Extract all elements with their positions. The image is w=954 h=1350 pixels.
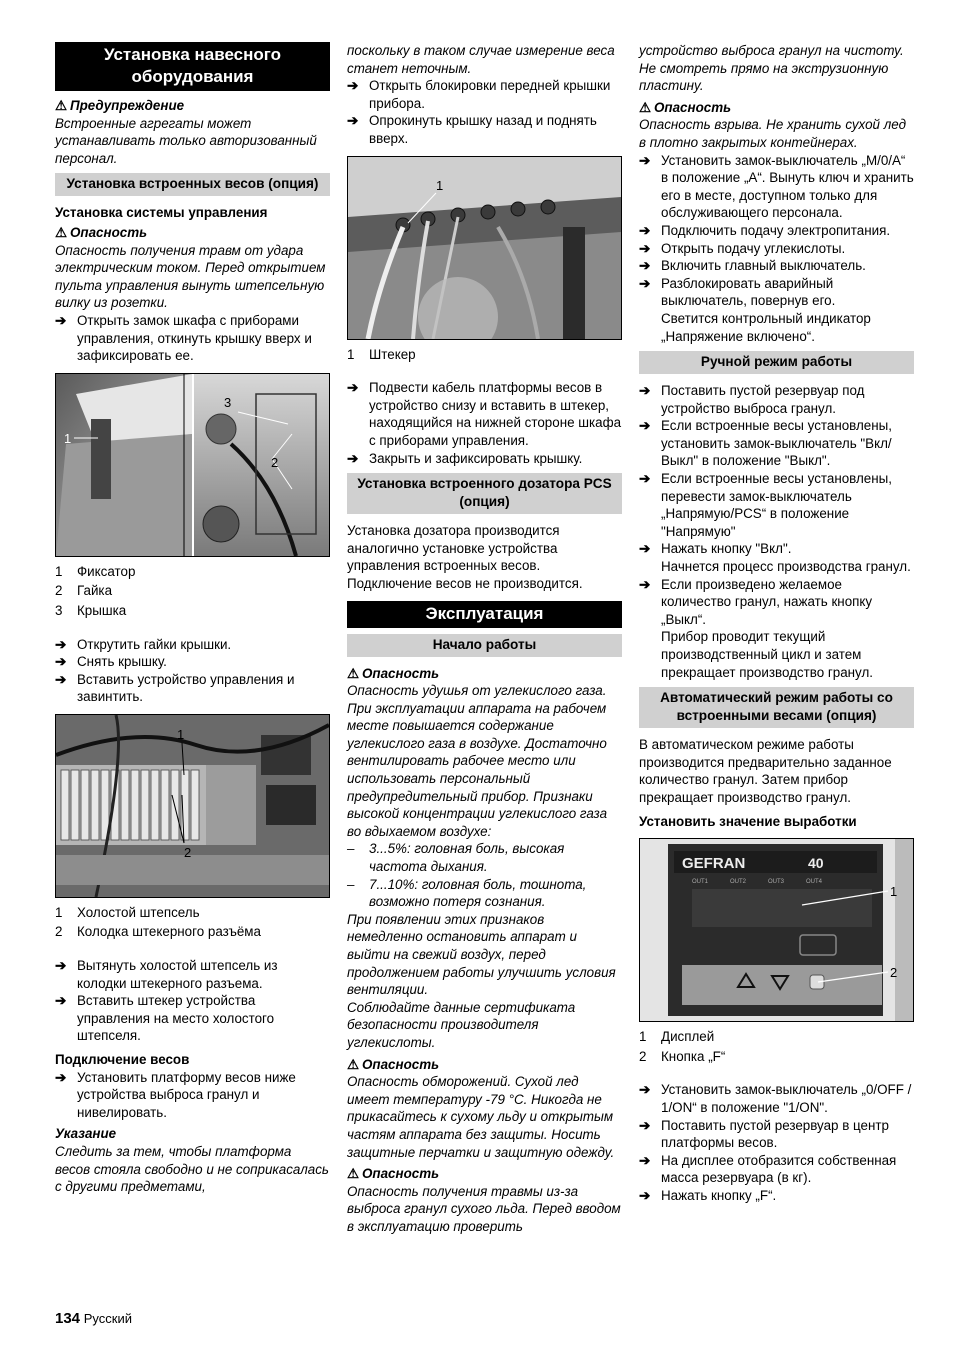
figure-terminal-block [55,714,330,898]
legend-row: 1 Штекер [347,346,416,362]
arrow-icon: ➔ [55,993,67,1009]
step-item: ➔ Установить замок-выключатель „M/0/A“ в положение „A“. Вынуть ключ и хранить его в месте, доступном только для обслуживающего персонала. [639,152,914,221]
arrow-icon: ➔ [347,380,359,396]
column-left [55,42,330,1196]
step-item: ➔ Открыть замок шкафа с приборами управления, откинуть крышку вверх и зафиксировать ее. [55,312,312,364]
figure-controller [639,838,914,1022]
danger-text: Опасность обморожений. Сухой лед имеет температуру -79 °С. Никогда не прикасайтесь к сухому льду и открытым частям аппарата без защиты. Носить защитные перчатки и защитную одежду. [347,1074,615,1160]
warning-icon: ⚠ [639,99,652,115]
legend-row: 1 Холостой штепсель [55,904,200,920]
legend-row: 1 Дисплей [639,1029,715,1045]
callout-1: 1 [64,430,72,446]
led-label: OUT3 [768,879,785,886]
step-item: ➔ Установить замок-выключатель „0/OFF / 1/ON“ в положение "1/ON". [639,1082,912,1115]
figure-legend [55,563,330,620]
pcs-text: Установка дозатора производится аналогично установке устройства управления встроенных весов. Подключение весов не производится. [347,523,583,591]
warning-icon: ⚠ [55,224,68,240]
callout-1: 1 [890,884,898,900]
figure-cabinet-lid [55,373,330,557]
step-item: ➔ Если произведено желаемое количество гранул, нажать кнопку „Выкл“. [639,576,873,627]
section-pcs: Установка встроенного дозатора PCS (опция) [347,473,622,514]
led-label: OUT2 [730,879,747,886]
legend-row: 2 Гайка [55,583,113,599]
step-item: ➔ Открутить гайки крышки. [55,636,232,652]
display-window [692,889,872,927]
section-title-operation: Эксплуатация [347,601,622,628]
arrow-icon: ➔ [347,78,359,94]
step-result: Прибор проводит текущий производственный цикл и затем прекращает производство гранул. [661,629,873,680]
page-footer [55,1310,132,1328]
continued-text: поскольку в таком случае измерение веса станет неточным. [347,43,615,76]
warning-icon: ⚠ [347,665,360,681]
step-item: ➔ Разблокировать аварийный выключатель, повернув его. [639,275,836,309]
arrow-icon: ➔ [639,275,651,291]
callout-2: 2 [184,844,192,860]
step-item: ➔ Вставить устройство управления и завинтить. [55,671,295,705]
step-item: ➔ Открыть подачу углекислоты. [639,240,846,256]
legend-row: 1 Фиксатор [55,563,136,579]
step-item: ➔ Подвести кабель платформы весов в устройство снизу и вставить в штекер, находящийся на нижней стороне шкафа с приборами управления. [347,380,622,448]
legend-row: 2 Колодка штекерного разъёма [55,924,261,940]
callout-1: 1 [436,177,444,193]
callout-2: 2 [271,454,279,470]
warning-text: Встроенные агрегаты может устанавливать только авторизованный персонал. [55,115,317,166]
page-number: 134 [55,1310,81,1327]
step-item: ➔ Поставить пустой резервуар под устройство выброса гранул. [639,383,865,416]
column-middle [347,42,622,1236]
danger-heading: ⚠ Опасность [639,99,732,115]
section-title-attachments: Установка навесного оборудования [55,42,330,91]
danger-text: Опасность удушья от углекислого газа. При эксплуатации аппарата на рабочем месте повышается содержание углекислого газа в воздухе. Достаточно вентилировать рабочее место или использовать персональный предупредительный прибор. Признаки высокой концентрации углекислого газа во вдыхаемом воздухе: [347,683,608,839]
arrow-icon: ➔ [639,1152,651,1168]
step-item: ➔ Поставить пустой резервуар в центр платформы весов. [639,1117,889,1151]
step-item: ➔ Включить главный выключатель. [639,258,866,274]
auto-text: В автоматическом режиме работы производится предварительно заданное количество гранул. Затем прибор прекращает производство гранул. [639,737,892,805]
step-item: ➔ Открыть блокировки передней крышки прибора. [347,78,611,111]
step-item: ➔ На дисплее отобразится собственная масса резервуара (в кг). [639,1152,897,1186]
arrow-icon: ➔ [639,541,651,557]
subheading-control: Установка системы управления [55,205,268,221]
step-result: Светится контрольный индикатор „Напряжение включено“. [661,310,871,344]
arrow-icon: ➔ [347,450,359,466]
device-brand: GEFRAN [682,855,746,873]
section-manual: Ручной режим работы [639,351,914,374]
danger-text: Опасность получения травм от удара электрическим током. Перед открытием пульта управления вынуть штепсельную вилку из розетки. [55,242,326,311]
step-result: Начнется процесс производства гранул. [661,559,911,575]
arrow-icon: ➔ [639,1187,651,1203]
callout-3: 3 [224,394,232,410]
step-item: ➔ Если встроенные весы установлены, перевести замок-выключатель „Напрямую/PCS“ в положение "Напрямую" [639,471,892,539]
led-label: OUT1 [692,879,709,886]
arrow-icon: ➔ [639,1117,651,1133]
arrow-icon: ➔ [639,383,651,399]
danger-heading: ⚠ Опасность [347,1056,440,1072]
section-auto: Автоматический режим работы со встроенными весами (опция) [639,687,914,728]
step-item: ➔ Вставить штекер устройства управления на место холостого штепселя. [55,993,275,1044]
figure-legend [347,346,622,364]
arrow-icon: ➔ [639,240,651,256]
led-label: OUT4 [806,879,823,886]
step-item: ➔ Снять крышку. [55,654,167,670]
section-scales: Установка встроенных весов (опция) [55,173,330,196]
callout-2: 2 [890,965,898,981]
arrow-icon: ➔ [347,113,359,129]
figure-legend [639,1028,914,1065]
continued-text: устройство выброса гранул на чистоту. Не смотреть прямо на экструзионную пластину. [639,43,904,94]
figure-legend [55,904,330,941]
dash-item: – 3...5%: головная боль, высокая частота дыхания. [347,841,565,875]
column-right [639,42,914,1205]
subheading-set-output: Установить значение выработки [639,813,857,829]
danger-text: Опасность получения травмы из-за выброса гранул сухого льда. Перед вводом в эксплуатацию проверить [347,1183,621,1234]
arrow-icon: ➔ [55,1069,67,1085]
warning-icon: ⚠ [55,98,68,113]
step-item: ➔ Закрыть и зафиксировать крышку. [347,450,583,466]
step-item: ➔ Подключить подачу электропитания. [639,222,891,238]
legend-row: 3 Крышка [55,602,127,618]
legend-row: 2 Кнопка „F“ [639,1048,726,1064]
note-text: Следить за тем, чтобы платформа весов стояла свободно и не соприкасалась с другими предметами, [55,1144,329,1195]
figure-plug [347,156,622,340]
arrow-icon: ➔ [639,258,651,274]
danger-text: При появлении этих признаков немедленно остановить аппарат и выйти на свежий воздух, перед продолжением работы улучшить условия вентиляции. [347,911,616,998]
warning-icon: ⚠ [347,1166,360,1182]
subheading-connect: Подключение весов [55,1052,190,1068]
warning-icon: ⚠ [347,1056,360,1072]
arrow-icon: ➔ [55,671,67,687]
step-item: ➔ Нажать кнопку "Вкл". [639,541,792,557]
arrow-icon: ➔ [55,654,67,670]
callout-1: 1 [177,726,185,742]
warning-heading: ⚠ Предупреждение [55,98,185,113]
danger-text: Соблюдайте данные сертификата безопасности производителя углекислоты. [347,999,576,1050]
arrow-icon: ➔ [639,418,651,434]
arrow-icon: ➔ [55,636,67,652]
arrow-icon: ➔ [639,152,651,168]
arrow-icon: ➔ [639,576,651,592]
step-item: ➔ Вытянуть холостой штепсель из колодки штекерного разъема. [55,958,278,991]
arrow-icon: ➔ [639,471,651,487]
dash-item: – 7...10%: головная боль, тошнота, возможно потеря сознания. [347,876,587,910]
danger-text: Опасность взрыва. Не хранить сухой лед в плотно закрытых контейнерах. [639,117,906,150]
arrow-icon: ➔ [639,1082,651,1098]
danger-heading: ⚠ Опасность [55,224,148,240]
step-item: ➔ Установить платформу весов ниже устройства выброса гранул и нивелировать. [55,1069,296,1120]
arrow-icon: ➔ [639,222,651,238]
page-language: Русский [83,1311,133,1326]
step-item: ➔ Если встроенные весы установлены, установить замок-выключатель "Вкл/Выкл" в положение "Выкл". [639,418,892,469]
note-heading: Указание [55,1126,117,1142]
step-item: ➔ Нажать кнопку „F“. [639,1187,777,1203]
device-model: 40 [808,855,824,872]
section-start: Начало работы [347,634,622,657]
danger-heading: ⚠ Опасность [347,665,440,681]
danger-heading: ⚠ Опасность [347,1166,440,1182]
step-item: ➔ Опрокинуть крышку назад и поднять вверх. [347,113,597,146]
arrow-icon: ➔ [55,958,67,974]
arrow-icon: ➔ [55,312,67,328]
